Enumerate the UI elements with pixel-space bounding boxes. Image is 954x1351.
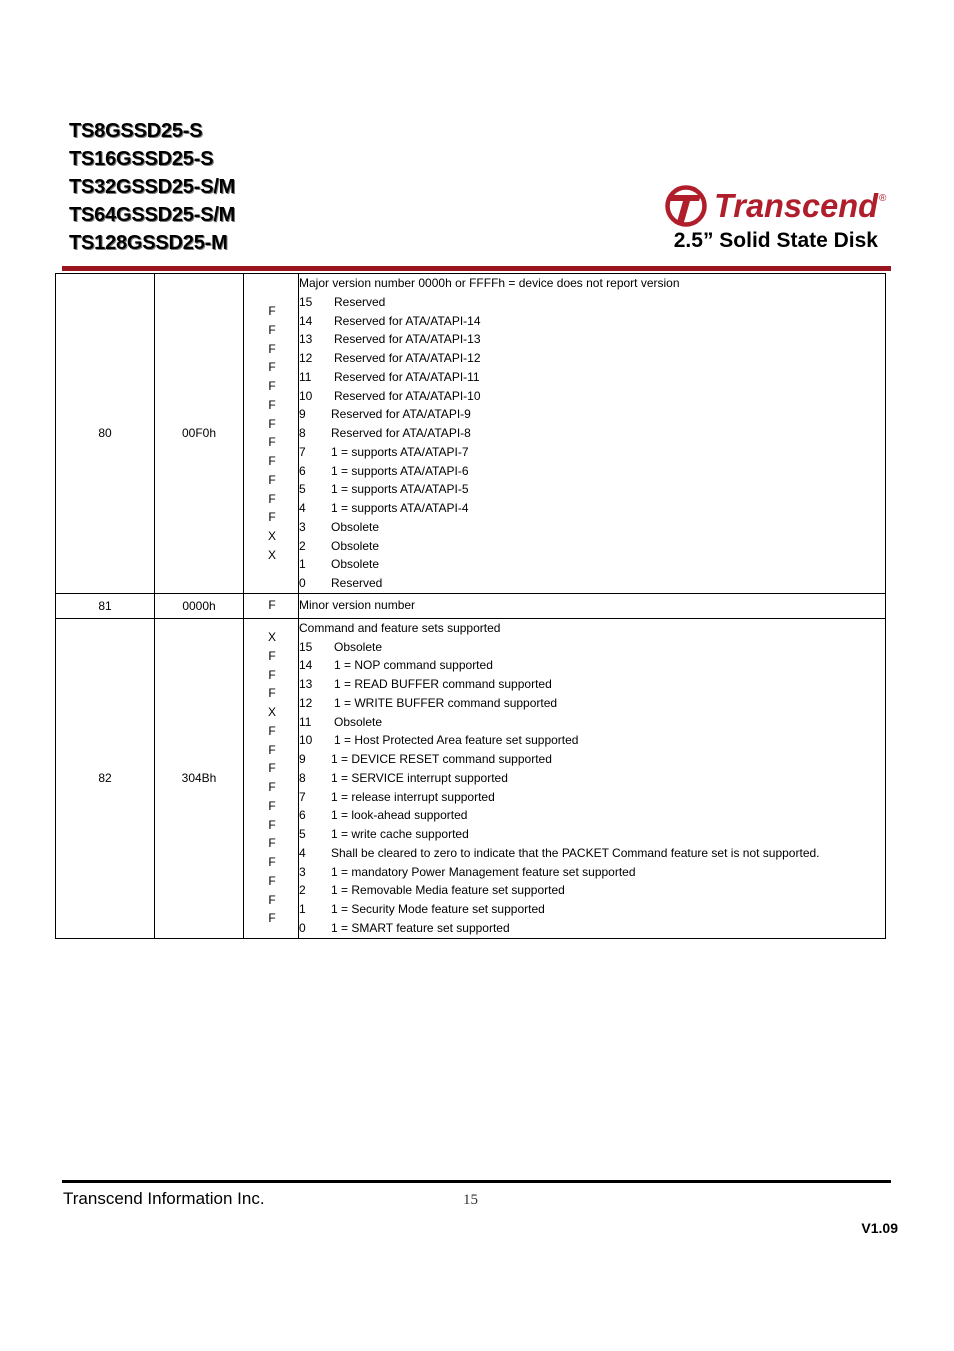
bit-line bbox=[299, 638, 885, 657]
bit-number: 0 bbox=[299, 576, 306, 590]
flag-value bbox=[244, 565, 298, 584]
bit-number: 12 bbox=[299, 695, 313, 710]
bit-description: 1 = Removable Media feature set supported bbox=[331, 883, 565, 898]
description-cell bbox=[299, 593, 886, 618]
bit-number: 6 bbox=[299, 463, 306, 478]
bit-description: Shall be cleared to zero to indicate that the PACKET Command feature set is not supported. bbox=[331, 845, 820, 860]
bit-number: 9 bbox=[299, 752, 306, 766]
bit-number: 10 bbox=[299, 388, 313, 403]
bit-number: 9 bbox=[299, 407, 306, 422]
bit-number: 2 bbox=[299, 538, 306, 553]
bit-description: 1 = supports ATA/ATAPI-6 bbox=[331, 463, 469, 478]
bit-description: 1 = supports ATA/ATAPI-5 bbox=[331, 482, 469, 497]
bit-line bbox=[299, 462, 885, 481]
table-row bbox=[56, 593, 886, 618]
bit-line bbox=[299, 825, 885, 844]
bit-line bbox=[299, 750, 885, 769]
bit-line bbox=[299, 806, 885, 825]
description-title: Minor version number bbox=[299, 598, 416, 613]
bit-number: 11 bbox=[299, 714, 312, 729]
value-cell: 00F0h bbox=[155, 274, 244, 594]
bit-line bbox=[299, 769, 885, 788]
bit-line bbox=[299, 293, 885, 312]
value-cell: 0000h bbox=[155, 593, 244, 618]
bit-number: 10 bbox=[299, 733, 313, 748]
bit-description: 1 = WRITE BUFFER command supported bbox=[334, 695, 558, 710]
flag-value: F bbox=[268, 322, 276, 337]
bit-number: 5 bbox=[299, 482, 306, 497]
flag-value: F bbox=[268, 686, 276, 701]
bit-description: 1 = release interrupt supported bbox=[331, 789, 495, 804]
bit-number: 6 bbox=[299, 808, 306, 823]
flag-value: F bbox=[268, 892, 276, 907]
table-row bbox=[56, 618, 886, 938]
flag-value: F bbox=[268, 648, 276, 663]
logo-wordmark: Transcend bbox=[714, 187, 879, 224]
bit-description: Reserved for ATA/ATAPI-8 bbox=[331, 426, 471, 440]
bit-number: 12 bbox=[299, 351, 313, 365]
bit-description: Obsolete bbox=[331, 557, 380, 572]
flag-value: F bbox=[268, 304, 276, 319]
transcend-logo bbox=[664, 182, 890, 228]
bit-line bbox=[299, 788, 885, 807]
model-name: TS32GSSD25-S/M bbox=[69, 176, 236, 198]
flag-value: F bbox=[268, 379, 276, 394]
flag-value: F bbox=[268, 454, 276, 469]
bit-number: 14 bbox=[299, 313, 313, 328]
bit-description: 1 = mandatory Power Management feature set supported bbox=[331, 864, 636, 879]
bit-line bbox=[299, 312, 885, 331]
bit-description: Obsolete bbox=[331, 538, 380, 553]
bit-line bbox=[299, 387, 885, 406]
flag-value: X bbox=[267, 705, 276, 720]
bit-description: Reserved for ATA/ATAPI-13 bbox=[334, 332, 481, 347]
description-cell bbox=[299, 618, 886, 938]
bit-line bbox=[299, 881, 885, 900]
flag-value: F bbox=[268, 397, 276, 412]
bit-number: 4 bbox=[299, 845, 306, 860]
bit-line bbox=[299, 443, 885, 462]
bit-number: 13 bbox=[299, 677, 313, 691]
bit-number: 15 bbox=[299, 294, 313, 309]
bit-description: Reserved for ATA/ATAPI-12 bbox=[334, 351, 481, 365]
bit-number: 14 bbox=[299, 658, 313, 673]
bit-description: Obsolete bbox=[334, 714, 383, 729]
word-cell: 82 bbox=[56, 618, 155, 938]
bit-description: Reserved bbox=[334, 294, 386, 309]
bit-description: 1 = Security Mode feature set supported bbox=[331, 902, 545, 916]
description-title: Command and feature sets supported bbox=[299, 620, 501, 635]
bit-line bbox=[299, 518, 885, 537]
bit-description: Reserved for ATA/ATAPI-11 bbox=[334, 369, 480, 384]
flag-cell bbox=[244, 593, 299, 618]
bit-description: Reserved for ATA/ATAPI-10 bbox=[334, 388, 481, 403]
flag-value: F bbox=[268, 598, 276, 613]
bit-line bbox=[299, 844, 885, 863]
flag-value: F bbox=[268, 667, 276, 682]
bit-number: 11 bbox=[299, 369, 312, 384]
flag-value: F bbox=[268, 742, 276, 757]
model-name: TS8GSSD25-S bbox=[69, 120, 203, 142]
bit-description: 1 = Host Protected Area feature set supported bbox=[334, 733, 579, 748]
bit-description: Reserved bbox=[331, 576, 383, 590]
bit-line bbox=[299, 900, 885, 919]
bit-line bbox=[299, 694, 885, 713]
transcend-emblem-icon bbox=[668, 188, 705, 225]
bit-description: 1 = SERVICE interrupt supported bbox=[331, 770, 508, 785]
bit-line bbox=[299, 349, 885, 368]
bit-description: Reserved for ATA/ATAPI-14 bbox=[334, 313, 481, 328]
flag-value: X bbox=[267, 630, 276, 645]
flag-value: F bbox=[268, 491, 276, 506]
registered-mark: ® bbox=[879, 193, 887, 204]
document-version: V1.09 bbox=[861, 1220, 898, 1236]
bit-description: Reserved for ATA/ATAPI-9 bbox=[331, 407, 471, 422]
flag-value: F bbox=[268, 416, 276, 431]
bit-description: Obsolete bbox=[334, 639, 383, 654]
page-number: 15 bbox=[463, 1192, 478, 1208]
flag-value: F bbox=[268, 836, 276, 851]
flag-value: F bbox=[268, 798, 276, 813]
bit-line bbox=[299, 330, 885, 349]
description-cell bbox=[299, 274, 886, 594]
bit-number: 7 bbox=[299, 789, 306, 804]
flag-value: F bbox=[268, 817, 276, 832]
company-name: Transcend Information Inc. bbox=[63, 1189, 265, 1208]
flag-value: F bbox=[268, 761, 276, 776]
bit-line bbox=[299, 656, 885, 675]
model-list bbox=[69, 117, 235, 257]
bit-number: 15 bbox=[299, 639, 313, 654]
flag-value: F bbox=[268, 780, 276, 795]
document-subtitle: 2.5” Solid State Disk bbox=[673, 229, 878, 252]
flag-value: F bbox=[268, 435, 276, 450]
flag-value: F bbox=[268, 873, 276, 888]
bit-line bbox=[299, 919, 885, 938]
table-row bbox=[56, 274, 886, 594]
bit-number: 7 bbox=[299, 444, 306, 459]
flag-value: F bbox=[268, 341, 276, 356]
bit-description: 1 = look-ahead supported bbox=[331, 808, 468, 823]
bit-line bbox=[299, 863, 885, 882]
bit-number: 8 bbox=[299, 770, 306, 785]
bit-line bbox=[299, 424, 885, 443]
bit-number: 5 bbox=[299, 827, 306, 841]
value-cell: 304Bh bbox=[155, 618, 244, 938]
bit-line bbox=[299, 731, 885, 750]
model-name: TS16GSSD25-S bbox=[69, 148, 214, 170]
bit-number: 13 bbox=[299, 332, 313, 347]
model-name: TS128GSSD25-M bbox=[69, 232, 228, 254]
bit-number: 1 bbox=[299, 557, 306, 572]
bit-number: 3 bbox=[299, 864, 306, 879]
flag-value: F bbox=[268, 911, 276, 926]
flag-value: F bbox=[268, 855, 276, 870]
description-title: Major version number 0000h or FFFFh = device does not report version bbox=[299, 276, 680, 290]
bit-number: 8 bbox=[299, 426, 306, 440]
bit-line bbox=[299, 368, 885, 387]
bit-description: 1 = write cache supported bbox=[331, 827, 469, 841]
bit-description: 1 = SMART feature set supported bbox=[331, 920, 510, 935]
header-divider bbox=[62, 266, 891, 271]
bit-line bbox=[299, 713, 885, 732]
bit-line bbox=[299, 537, 885, 556]
bit-number: 3 bbox=[299, 519, 306, 534]
word-cell: 81 bbox=[56, 593, 155, 618]
footer-divider bbox=[62, 1180, 891, 1183]
bit-line bbox=[299, 675, 885, 694]
bit-number: 1 bbox=[299, 902, 306, 916]
bit-description: 1 = supports ATA/ATAPI-7 bbox=[331, 444, 469, 459]
identify-data-table bbox=[55, 273, 886, 939]
flag-cell bbox=[244, 618, 299, 938]
flag-value: F bbox=[268, 472, 276, 487]
bit-number: 4 bbox=[299, 501, 306, 515]
bit-line bbox=[299, 405, 885, 424]
flag-cell bbox=[244, 274, 299, 594]
bit-line bbox=[299, 555, 885, 574]
bit-line bbox=[299, 480, 885, 499]
flag-value: F bbox=[268, 510, 276, 525]
flag-value: F bbox=[268, 723, 276, 738]
bit-description: 1 = READ BUFFER command supported bbox=[334, 677, 552, 691]
bit-number: 0 bbox=[299, 920, 306, 935]
bit-description: 1 = supports ATA/ATAPI-4 bbox=[331, 501, 469, 515]
word-cell: 80 bbox=[56, 274, 155, 594]
flag-value: X bbox=[267, 547, 276, 562]
bit-line bbox=[299, 574, 885, 593]
flag-value: F bbox=[268, 360, 276, 375]
bit-number: 2 bbox=[299, 883, 306, 898]
flag-value: X bbox=[267, 529, 276, 544]
bit-description: 1 = NOP command supported bbox=[334, 658, 493, 673]
bit-description: 1 = DEVICE RESET command supported bbox=[331, 752, 552, 766]
bit-description: Obsolete bbox=[331, 519, 380, 534]
flag-value bbox=[244, 283, 298, 302]
bit-line bbox=[299, 499, 885, 518]
model-name: TS64GSSD25-S/M bbox=[69, 204, 236, 226]
